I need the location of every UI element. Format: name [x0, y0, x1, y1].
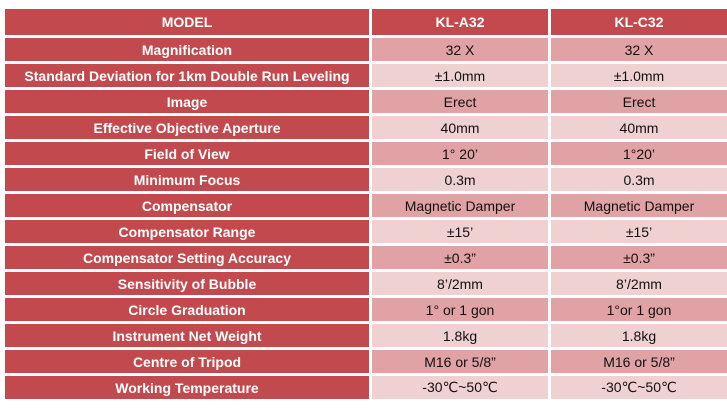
kl-c32-value: -30℃~50℃ [551, 376, 727, 399]
row-label: Minimum Focus [5, 168, 369, 191]
kl-c32-value: 32 X [551, 38, 727, 61]
kl-a32-value: 8’/2mm [372, 272, 548, 295]
kl-c32-value: 8’/2mm [551, 272, 727, 295]
row-label: Compensator Setting Accuracy [5, 246, 369, 269]
kl-c32-value: 1°20’ [551, 142, 727, 165]
row-label: Effective Objective Aperture [5, 116, 369, 139]
row-label: Compensator Range [5, 220, 369, 243]
row-label: Magnification [5, 38, 369, 61]
kl-c32-value: Magnetic Damper [551, 194, 727, 217]
row-label: Working Temperature [5, 376, 369, 399]
table-row [5, 64, 727, 87]
kl-a32-value: 1.8kg [372, 324, 548, 347]
header-kl-c32: KL-C32 [551, 9, 727, 35]
kl-a32-value: M16 or 5/8” [372, 350, 548, 373]
table-row [5, 90, 727, 113]
table-row [5, 272, 727, 295]
kl-c32-value: 40mm [551, 116, 727, 139]
kl-a32-value: ±0.3” [372, 246, 548, 269]
header-model: MODEL [5, 9, 369, 35]
table-row [5, 168, 727, 191]
kl-c32-value: 0.3m [551, 168, 727, 191]
row-label: Instrument Net Weight [5, 324, 369, 347]
kl-c32-value: ±1.0mm [551, 64, 727, 87]
row-label: Standard Deviation for 1km Double Run Leveling [5, 64, 369, 87]
table-row [5, 142, 727, 165]
kl-c32-value: 1°or 1 gon [551, 298, 727, 321]
row-label: Field of View [5, 142, 369, 165]
header-kl-a32: KL-A32 [372, 9, 548, 35]
kl-c32-value: ±15’ [551, 220, 727, 243]
kl-a32-value: -30℃~50℃ [372, 376, 548, 399]
spec-table [2, 6, 727, 402]
table-row [5, 116, 727, 139]
table-row [5, 376, 727, 399]
kl-a32-value: 1° or 1 gon [372, 298, 548, 321]
kl-a32-value: 40mm [372, 116, 548, 139]
header-row [5, 9, 727, 35]
kl-a32-value: Magnetic Damper [372, 194, 548, 217]
row-label: Sensitivity of Bubble [5, 272, 369, 295]
table-row [5, 324, 727, 347]
kl-a32-value: ±15’ [372, 220, 548, 243]
spec-body [5, 38, 727, 399]
row-label: Compensator [5, 194, 369, 217]
table-row [5, 220, 727, 243]
kl-a32-value: 1° 20’ [372, 142, 548, 165]
kl-c32-value: ±0.3” [551, 246, 727, 269]
kl-a32-value: Erect [372, 90, 548, 113]
row-label: Centre of Tripod [5, 350, 369, 373]
kl-a32-value: 32 X [372, 38, 548, 61]
table-row [5, 246, 727, 269]
kl-c32-value: Erect [551, 90, 727, 113]
row-label: Circle Graduation [5, 298, 369, 321]
kl-c32-value: 1.8kg [551, 324, 727, 347]
table-row [5, 194, 727, 217]
kl-a32-value: 0.3m [372, 168, 548, 191]
row-label: Image [5, 90, 369, 113]
table-row [5, 298, 727, 321]
table-row [5, 38, 727, 61]
kl-a32-value: ±1.0mm [372, 64, 548, 87]
table-row [5, 350, 727, 373]
kl-c32-value: M16 or 5/8” [551, 350, 727, 373]
